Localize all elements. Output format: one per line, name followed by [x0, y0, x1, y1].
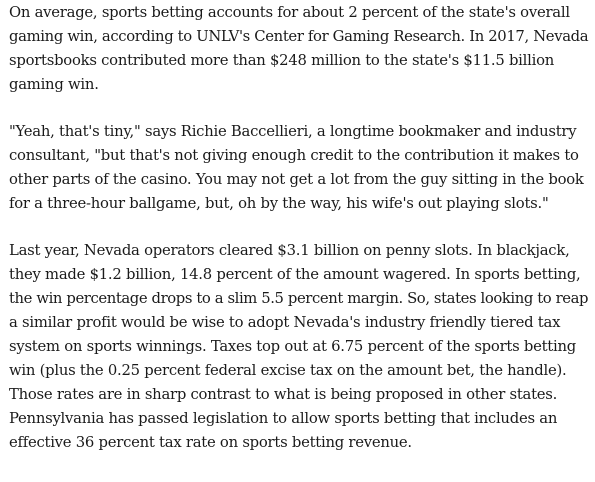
text-line: system on sports winnings. Taxes top out at 6.75 percent of the sports betting [9, 338, 576, 355]
text-line: they made $1.2 billion, 14.8 percent of the amount wagered. In sports betting, [9, 266, 581, 283]
article-body [9, 0, 589, 455]
text-line: a similar profit would be wise to adopt Nevada's industry friendly tiered tax [9, 314, 561, 331]
text-line: gaming win. [9, 76, 99, 93]
text-line: win (plus the 0.25 percent federal excise tax on the amount bet, the handle). [9, 362, 567, 379]
text-line: for a three-hour ballgame, but, oh by the way, his wife's out playing slots." [9, 195, 549, 212]
paragraph-gaming-win [9, 0, 589, 97]
text-line: the win percentage drops to a slim 5.5 percent margin. So, states looking to reap [9, 290, 589, 307]
text-line: sportsbooks contributed more than $248 million to the state's $11.5 billion [9, 52, 555, 69]
text-line: effective 36 percent tax rate on sports betting revenue. [9, 434, 412, 451]
text-line: "Yeah, that's tiny," says Richie Baccellieri, a longtime bookmaker and industry [9, 123, 577, 140]
text-line: Those rates are in sharp contrast to what is being proposed in other states. [9, 386, 558, 403]
text-line: Pennsylvania has passed legislation to allow sports betting that includes an [9, 410, 558, 427]
text-line: gaming win, according to UNLV's Center for Gaming Research. In 2017, Nevada [9, 28, 589, 45]
paragraph-tax-rates [9, 216, 589, 455]
text-line: consultant, "but that's not giving enough credit to the contribution it makes to [9, 147, 579, 164]
paragraph-quote [9, 97, 589, 216]
text-line: Last year, Nevada operators cleared $3.1 billion on penny slots. In blackjack, [9, 242, 570, 259]
text-line: On average, sports betting accounts for about 2 percent of the state's overall [9, 4, 570, 21]
text-line: other parts of the casino. You may not get a lot from the guy sitting in the book [9, 171, 584, 188]
